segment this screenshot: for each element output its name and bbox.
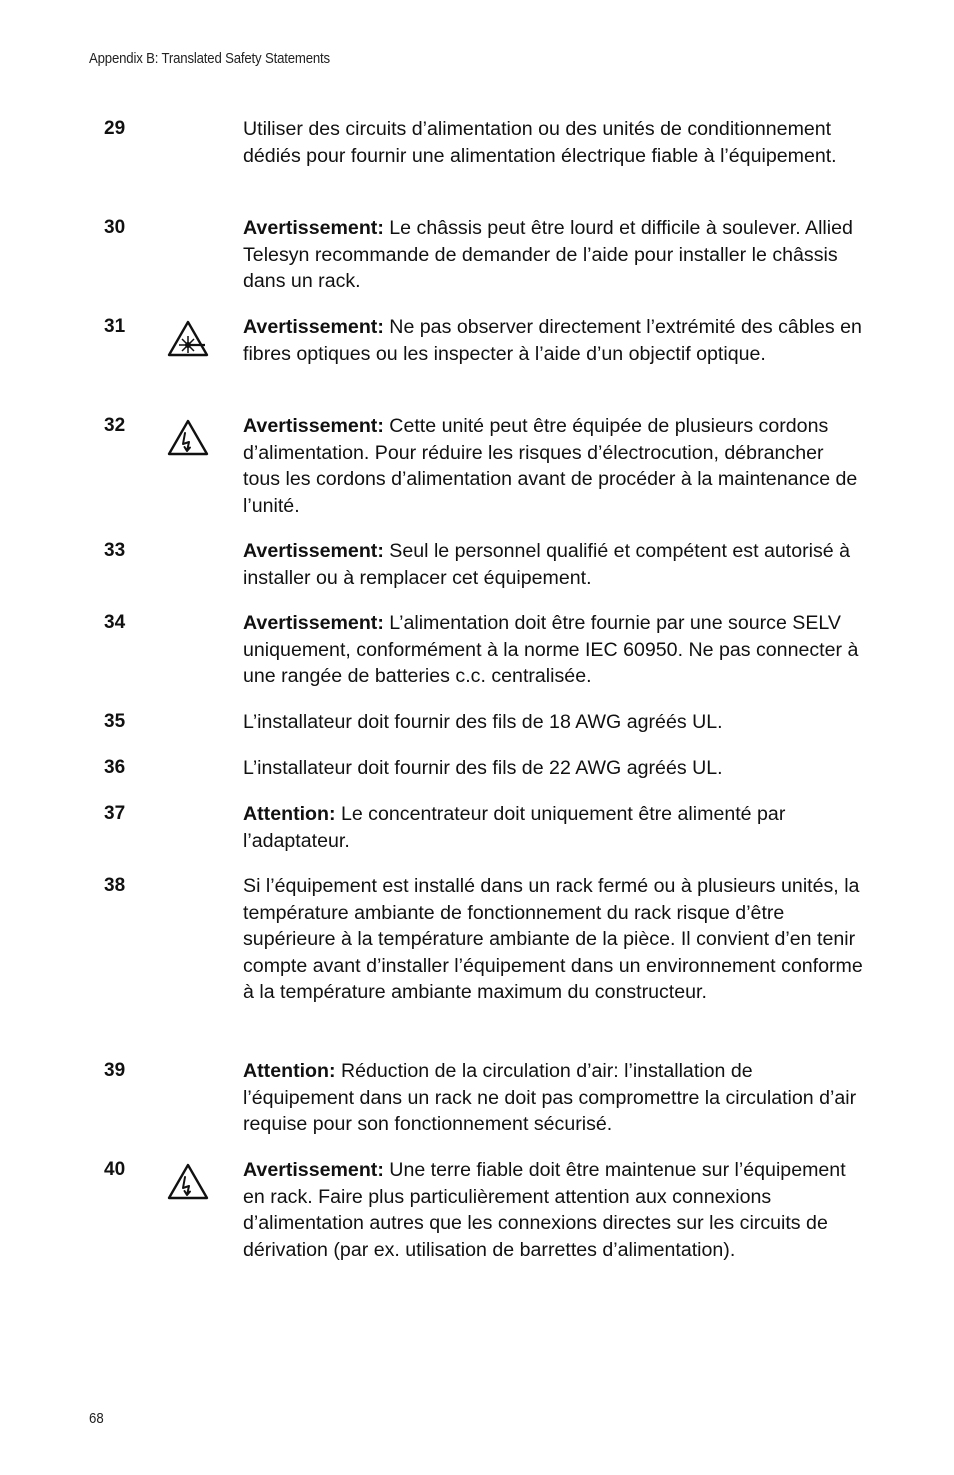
statement-label: Avertissement: [243, 612, 384, 634]
statement-number: 35 [104, 711, 126, 732]
statement-text [243, 116, 863, 169]
statement-number: 31 [104, 316, 126, 337]
statement-body: Réduction de la circulation d’air: l’installation de l’équipement dans un rack ne doit pas compromettre la circulation d’air requise pour son fonctionnement sécurisé. [243, 1060, 857, 1135]
electrical-hazard-icon [166, 417, 210, 457]
electrical-hazard-icon [166, 1161, 210, 1201]
statement-body: L’installateur doit fournir des fils de 22 AWG agréés UL. [243, 757, 723, 779]
statement-number: 32 [104, 415, 126, 436]
statement-label: Avertissement: [243, 540, 384, 562]
statement-body: Le concentrateur doit uniquement être alimenté par l’adaptateur. [243, 803, 786, 852]
statement-label: Attention: [243, 1060, 336, 1082]
running-header: Appendix B: Translated Safety Statements [89, 50, 330, 67]
statement-body: Si l’équipement est installé dans un rack fermé ou à plusieurs unités, la température ambiante de fonctionnement du rack risque d’être supérieure à la température ambiante de la pièce. Il convient d’en tenir compte avant d’installer l’équipement dans un environnement conforme à la température ambiante maximum du constructeur. [243, 875, 863, 1003]
statement-number: 38 [104, 875, 126, 896]
statement-text [243, 314, 863, 367]
statement-number: 33 [104, 540, 126, 561]
statement-number: 29 [104, 118, 126, 139]
statement-text [243, 709, 863, 736]
statement-body: Seul le personnel qualifié et compétent est autorisé à installer ou à remplacer cet équipement. [243, 540, 851, 589]
statement-label: Avertissement: [243, 316, 384, 338]
statement-label: Avertissement: [243, 415, 384, 437]
statement-body: L’installateur doit fournir des fils de 18 AWG agréés UL. [243, 711, 723, 733]
statement-number: 37 [104, 803, 126, 824]
statement-number: 40 [104, 1159, 126, 1180]
statement-body: Une terre fiable doit être maintenue sur l’équipement en rack. Faire plus particulièrement attention aux connexions d’alimentation autres que les connexions directes sur les circuits de dérivation (par ex. utilisation de barrettes d’alimentation). [243, 1159, 846, 1261]
statement-text [243, 538, 863, 591]
statement-text [243, 215, 863, 295]
statement-body: Le châssis peut être lourd et difficile à soulever. Allied Telesyn recommande de demander de l’aide pour installer le châssis dans un rack. [243, 217, 853, 292]
statement-text [243, 610, 863, 690]
statement-body: Cette unité peut être équipée de plusieurs cordons d’alimentation. Pour réduire les risques d’électrocution, débrancher tous les cordons d’alimentation avant de procéder à la maintenance de l’unité. [243, 415, 858, 517]
statement-text [243, 1058, 863, 1138]
statement-text [243, 413, 863, 519]
statement-text [243, 1157, 863, 1263]
statement-text [243, 755, 863, 782]
page-number: 68 [89, 1410, 104, 1427]
statement-body: Ne pas observer directement l’extrémité des câbles en fibres optiques ou les inspecter à l’aide d’un objectif optique. [243, 316, 862, 365]
statement-number: 30 [104, 217, 126, 238]
statement-body: L’alimentation doit être fournie par une source SELV uniquement, conformément à la norme IEC 60950. Ne pas connecter à une rangée de batteries c.c. centralisée. [243, 612, 859, 687]
laser-warning-icon [166, 318, 210, 358]
statement-label: Attention: [243, 803, 336, 825]
statement-label: Avertissement: [243, 1159, 384, 1181]
statement-label: Avertissement: [243, 217, 384, 239]
statement-number: 39 [104, 1060, 126, 1081]
statement-text [243, 801, 863, 854]
statement-text [243, 873, 863, 1006]
statement-body: Utiliser des circuits d’alimentation ou des unités de conditionnement dédiés pour fournir une alimentation électrique fiable à l’équipement. [243, 118, 837, 167]
statement-number: 36 [104, 757, 126, 778]
statement-number: 34 [104, 612, 126, 633]
